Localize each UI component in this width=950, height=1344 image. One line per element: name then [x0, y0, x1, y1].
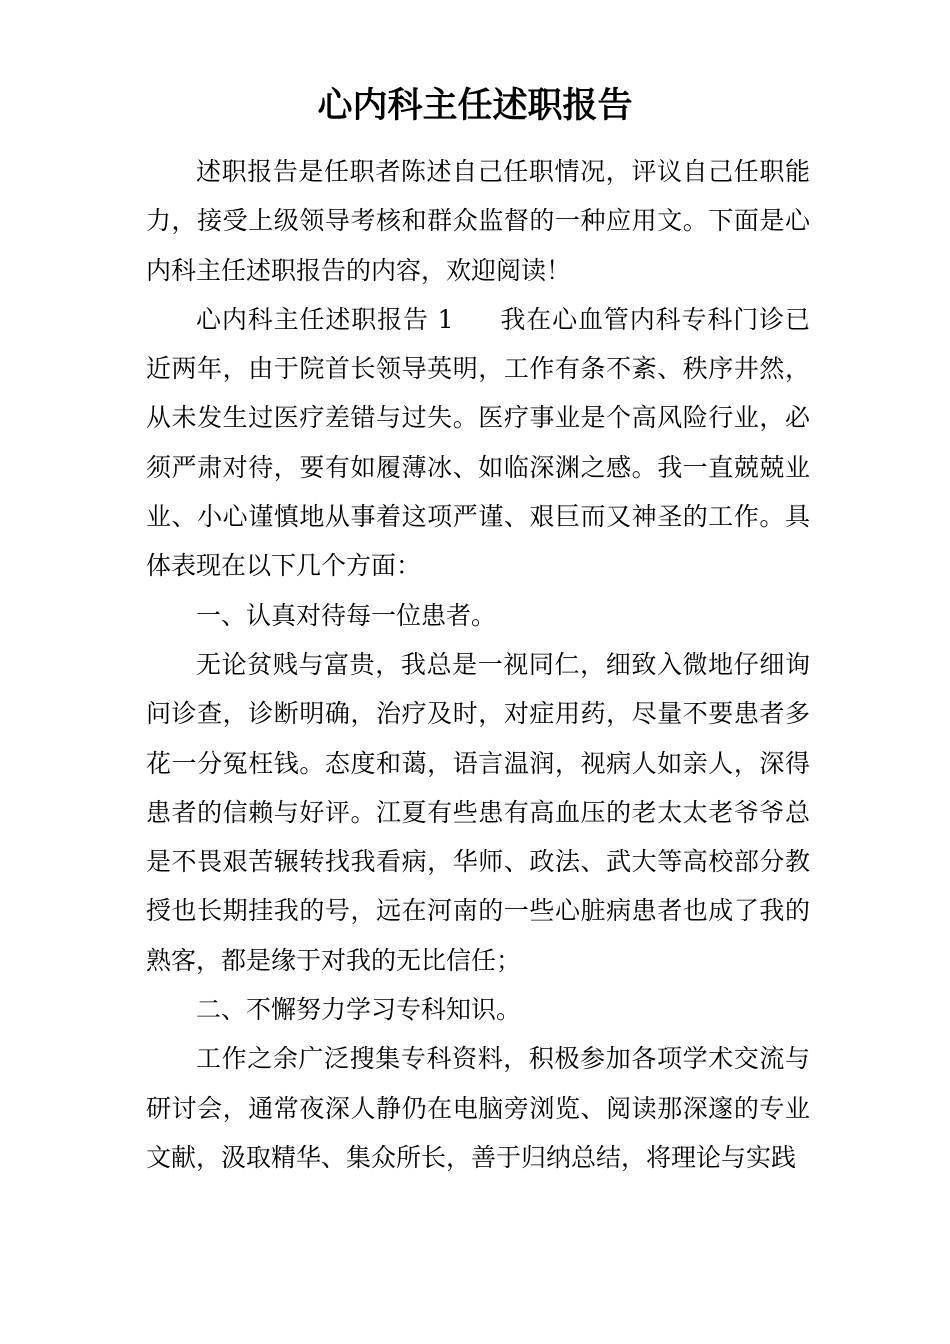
point-heading-1: 一、认真对待每一位患者。 — [196, 600, 497, 630]
section-heading: 心内科主任述职报告 1 — [196, 304, 454, 334]
report-opening-text: 我在心血管内科专科门诊已近两年，由于院首长领导英明，工作有条不紊、秩序井然，从未发生过医疗差错与过失。医疗事业是个高风险行业，必须严肃对待，要有如履薄冰、如临深渊之感。我一直兢兢业业、小心谨慎地从事着这项严谨、艰巨而又神圣的工作。具体表现在以下几个方面： — [146, 304, 810, 581]
point-paragraph-2: 工作之余广泛搜集专科资料，积极参加各项学术交流与研讨会，通常夜深人静仍在电脑旁浏览、阅读那深邃的专业文献，汲取精华、集众所长，善于归纳总结，将理论与实践 — [146, 1044, 810, 1172]
document-body — [146, 147, 810, 1182]
point-paragraph-1: 无论贫贱与富贵，我总是一视同仁，细致入微地仔细询问诊查，诊断明确，治疗及时，对症用药，尽量不要患者多花一分冤枉钱。态度和蔼，语言温润，视病人如亲人，深得患者的信赖与好评。江夏有些患有高血压的老太太老爷爷总是不畏艰苦辗转找我看病，华师、政法、武大等高校部分教授也长期挂我的号，远在河南的一些心脏病患者也成了我的熟客，都是缘于对我的无比信任； — [146, 649, 810, 975]
report-paragraph — [146, 295, 810, 591]
point-heading-2: 二、不懈努力学习专科知识。 — [196, 995, 522, 1025]
document-title: 心内科主任述职报告 — [317, 85, 633, 126]
intro-paragraph: 述职报告是任职者陈述自己任职情况，评议自己任职能力，接受上级领导考核和群众监督的一种应用文。下面是心内科主任述职报告的内容，欢迎阅读！ — [146, 157, 810, 285]
